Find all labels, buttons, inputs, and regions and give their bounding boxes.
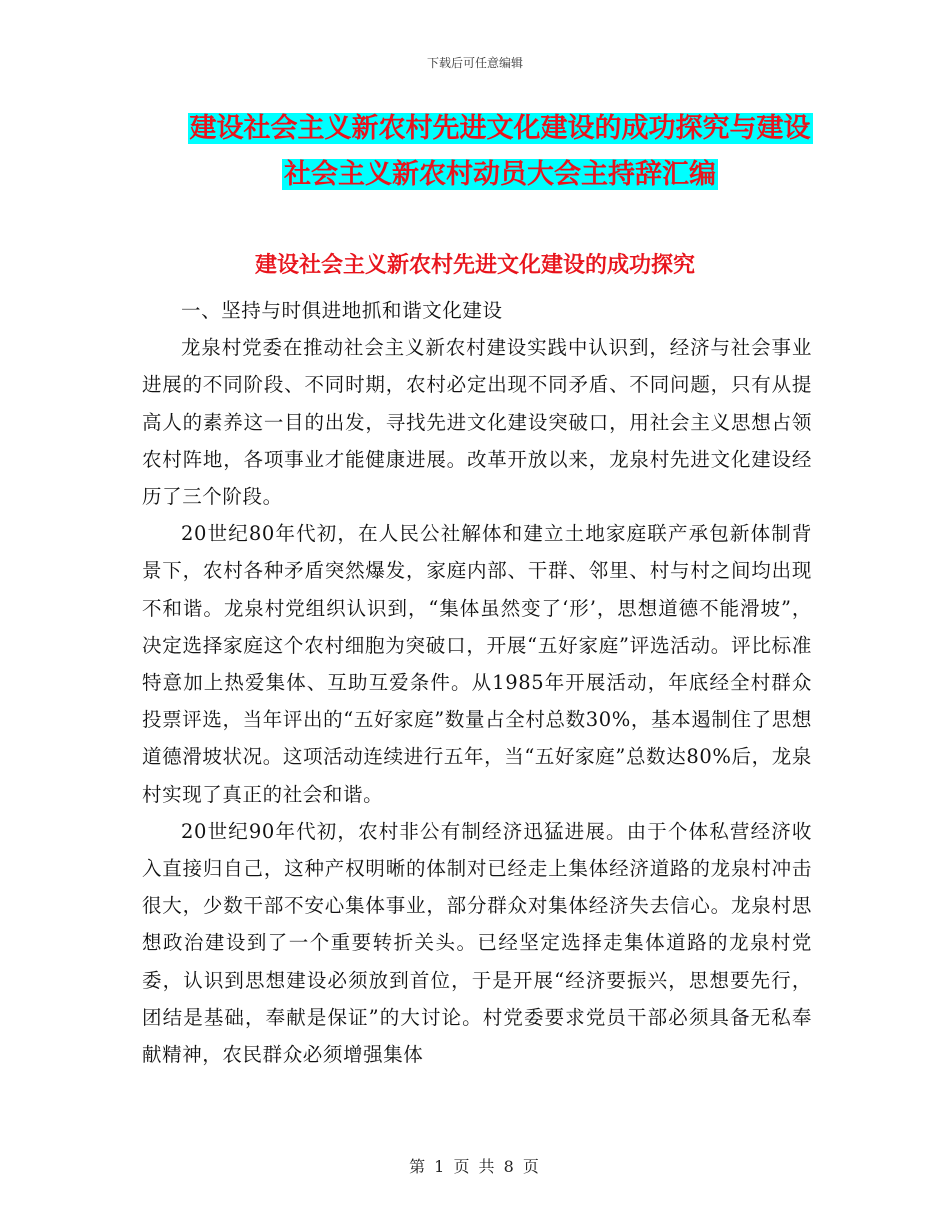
paragraph-heading: 一、坚持与时俱进地抓和谐文化建设 — [181, 299, 503, 322]
paragraph: 20世纪90年代初，农村非公有制经济迅猛进展。由于个体私营经济收入直接归自己，这种产权明晰的体制对已经走上集体经济道路的龙泉村冲击很大，少数干部不安心集体事业，部分群众对集体经济失去信心。龙泉村思想政治建设到了一个重要转折关头。已经坚定选择走集体道路的龙泉村党委，认识到思想建设必须放到首位，于是开展“经济要振兴，思想要先行，团结是基础，奉献是保证”的大讨论。村党委要求党员干部必须具备无私奉献精神，农民群众必须增强集体 — [142, 819, 812, 1067]
body-text — [142, 292, 812, 1073]
section-title: 建设社会主义新农村先进文化建设的成功探究 — [254, 253, 695, 278]
title-line-2: 社会主义新农村动员大会主持辞汇编 — [284, 159, 716, 190]
page-footer: 第 1 页 共 8 页 — [409, 1157, 541, 1176]
page-header: 下载后可任意编辑 — [426, 56, 523, 70]
title-line-1: 建设社会主义新农村先进文化建设的成功探究与建设 — [189, 113, 811, 144]
paragraph: 龙泉村党委在推动社会主义新农村建设实践中认识到，经济与社会事业进展的不同阶段、不同时期，农村必定出现不同矛盾、不同问题，只有从提高人的素养这一目的出发，寻找先进文化建设突破口，用社会主义思想占领农村阵地，各项事业才能健康进展。改革开放以来，龙泉村先进文化建设经历了三个阶段。 — [142, 336, 812, 509]
paragraph: 20世纪80年代初，在人民公社解体和建立土地家庭联产承包新体制背景下，农村各种矛盾突然爆发，家庭内部、干群、邻里、村与村之间均出现不和谐。龙泉村党组织认识到，“集体虽然变了‘形’，思想道德不能滑坡”，决定选择家庭这个农村细胞为突破口，开展“五好家庭”评选活动。评比标准特意加上热爱集体、互助互爱条件。从1985年开展活动，年底经全村群众投票评选，当年评出的“五好家庭”数量占全村总数30%，基本遏制住了思想道德滑坡状况。这项活动连续进行五年，当“五好家庭”总数达80%后，龙泉村实现了真正的社会和谐。 — [142, 522, 812, 806]
document-title — [120, 106, 880, 198]
